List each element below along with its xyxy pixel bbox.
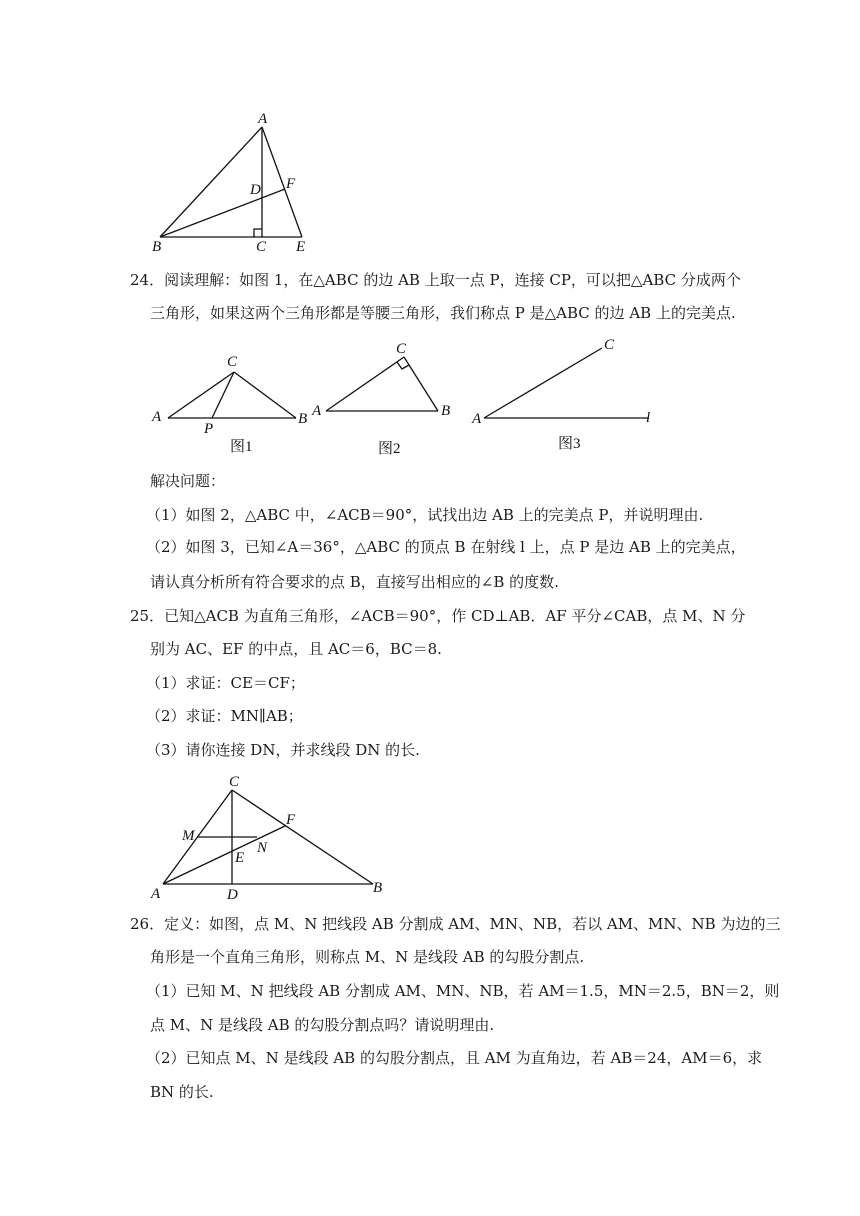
label-M: M — [182, 828, 195, 844]
seg-BF — [160, 189, 285, 237]
fig2-seg-AC — [326, 357, 404, 411]
fig3-caption: 图3 — [558, 436, 581, 452]
fig1-label-C: C — [227, 354, 238, 370]
label-B: B — [152, 239, 162, 255]
label-D: D — [227, 887, 238, 902]
fig3-label-A: A — [472, 411, 482, 427]
fig1-label-A: A — [152, 409, 162, 425]
fig3-label-C: C — [604, 337, 615, 353]
fig3-label-l: l — [646, 410, 651, 426]
q26-line-1: 26．定义：如图，点 M、N 把线段 AB 分割成 AM、MN、NB，若以 AM、MN、NB 为边的三 — [130, 915, 781, 933]
q24-figures — [150, 335, 660, 460]
q24-solve-heading: 解决问题： — [150, 472, 226, 490]
label-A: A — [258, 111, 268, 127]
q24-part-2-line-1: （2）如图 3，已知∠A＝36°，△ABC 的顶点 B 在射线 l 上，点 P 是边 AB 上的完美点， — [146, 538, 746, 556]
q25-part-1: （1）求证：CE＝CF； — [146, 674, 305, 692]
q26-part-1-line-2: 点 M、N 是线段 AB 的勾股分割点吗？请说明理由. — [150, 1016, 495, 1034]
fig1-seg-CB — [234, 372, 296, 418]
label-B: B — [373, 880, 383, 896]
figure-top-triangle — [140, 110, 320, 255]
fig1-label-B: B — [298, 411, 308, 427]
fig2-label-C: C — [396, 341, 407, 357]
q25-line-1: 25．已知△ACB 为直角三角形，∠ACB＝90°，作 CD⊥AB．AF 平分∠CAB，点 M、N 分 — [130, 607, 746, 625]
fig1-seg-AC — [168, 372, 234, 418]
fig3-seg-AC — [484, 348, 602, 418]
q26-part-2-line-1: （2）已知点 M、N 是线段 AB 的勾股分割点，且 AM 为直角边，若 AB＝24，AM＝6，求 — [146, 1049, 763, 1067]
label-D: D — [250, 182, 261, 198]
q24-line-2: 三角形，如果这两个三角形都是等腰三角形，我们称点 P 是△ABC 的边 AB 上的完美点. — [150, 304, 736, 322]
label-F: F — [286, 176, 296, 192]
q25-part-2: （2）求证：MN∥AB； — [146, 707, 303, 725]
q26-part-2-line-2: BN 的长. — [150, 1083, 214, 1101]
q26-part-1-line-1: （1）已知 M、N 把线段 AB 分割成 AM、MN、NB，若 AM＝1.5，MN＝2.5，BN＝2，则 — [146, 982, 780, 1000]
q25-figure — [145, 770, 395, 902]
label-A: A — [151, 886, 161, 902]
label-E: E — [296, 239, 306, 255]
label-F: F — [286, 812, 296, 828]
fig1-caption: 图1 — [230, 439, 253, 455]
label-C: C — [229, 774, 240, 790]
fig2-caption: 图2 — [378, 441, 401, 457]
q26-line-2: 角形是一个直角三角形，则称点 M、N 是线段 AB 的勾股分割点. — [150, 948, 585, 966]
fig1-label-P: P — [204, 421, 214, 437]
right-angle-mark — [254, 229, 262, 237]
q24-part-2-line-2: 请认真分析所有符合要求的点 B，直接写出相应的∠B 的度数. — [150, 573, 559, 591]
label-N: N — [257, 840, 268, 856]
label-E: E — [235, 850, 245, 866]
seg-AE — [262, 127, 302, 237]
fig2-label-A: A — [312, 403, 322, 419]
q24-part-1: （1）如图 2，△ABC 中，∠ACB＝90°，试找出边 AB 上的完美点 P，并说明理由. — [146, 506, 704, 524]
fig2-seg-CB — [404, 357, 438, 411]
fig2-label-B: B — [441, 403, 451, 419]
label-C: C — [256, 239, 267, 255]
seg-AB — [160, 127, 262, 237]
q24-line-1: 24．阅读理解：如图 1，在△ABC 的边 AB 上取一点 P，连接 CP，可以把△ABC 分成两个 — [130, 271, 741, 289]
q25-line-2: 别为 AC、EF 的中点，且 AC＝6，BC＝8. — [150, 640, 442, 658]
q25-part-3: （3）请你连接 DN，并求线段 DN 的长. — [146, 741, 420, 759]
